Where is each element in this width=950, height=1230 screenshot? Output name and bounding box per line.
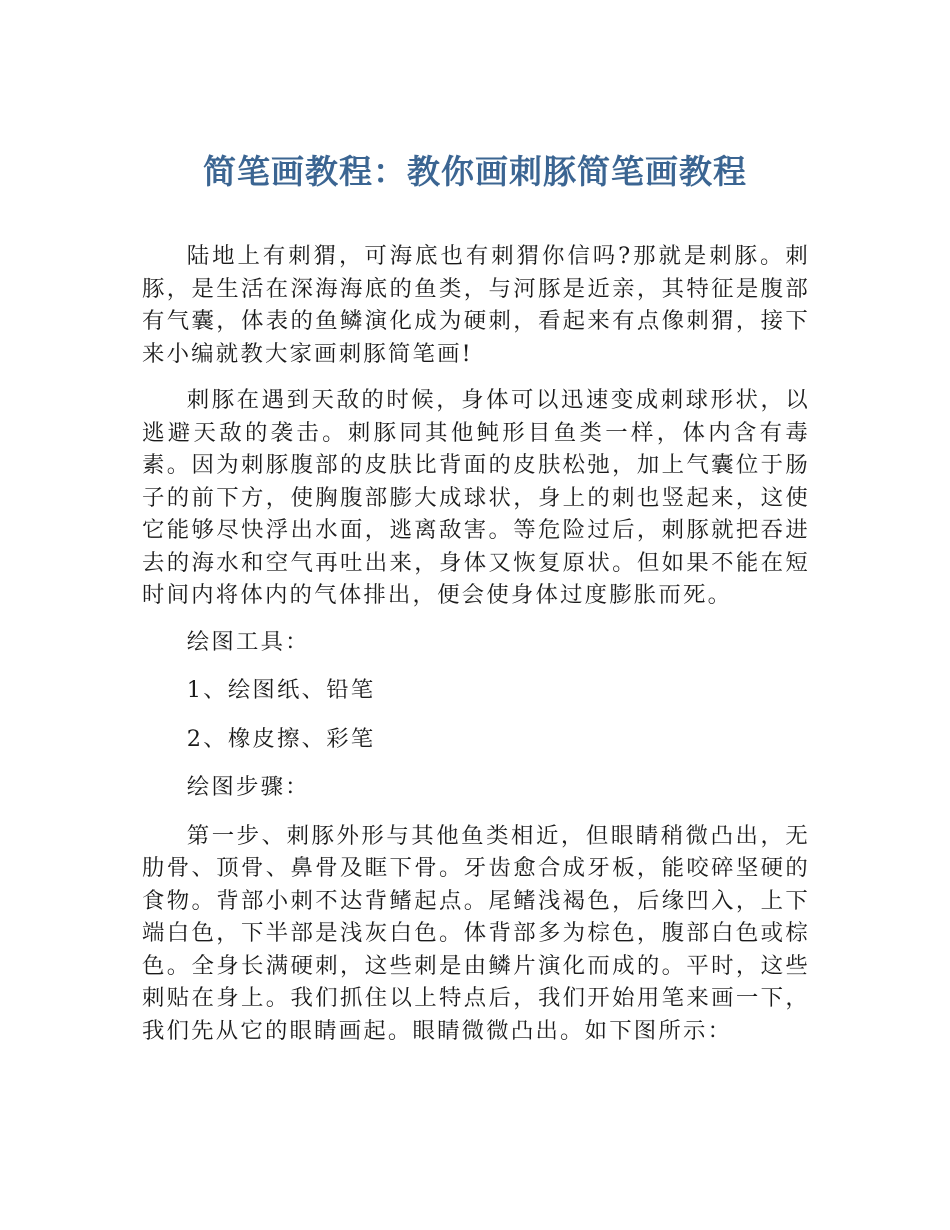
page-title: 简笔画教程：教你画刺豚简笔画教程 <box>203 152 747 191</box>
list-item-tool-1: 1、绘图纸、铅笔 <box>186 677 376 703</box>
paragraph-defense: 刺豚在遇到天敌的时候，身体可以迅速变成刺球形状，以逃避天敌的袭击。刺豚同其他鲀形目鱼类一样，体内含有毒素。因为刺豚腹部的皮肤比背面的皮肤松弛，加上气囊位于肠子的前下方，使胸腹部膨大成球状，身上的刺也竖起来，这使它能够尽快浮出水面，逃离敌害。等危险过后，刺豚就把吞进去的海水和空气再吐出来，身体又恢复原状。但如果不能在短时间内将体内的气体排出，便会使身体过度膨胀而死。 <box>142 387 810 608</box>
paragraph-intro: 陆地上有刺猬，可海底也有刺猬你信吗?那就是刺豚。刺豚，是生活在深海海底的鱼类，与河豚是近亲，其特征是腹部有气囊，体表的鱼鳞演化成为硬刺，看起来有点像刺猬，接下来小编就教大家画刺豚简笔画! <box>142 243 810 367</box>
list-item-tool-2: 2、橡皮擦、彩笔 <box>186 725 376 752</box>
paragraph-step-1: 第一步、刺豚外形与其他鱼类相近，但眼睛稍微凸出，无肋骨、顶骨、鼻骨及眶下骨。牙齿愈合成牙板，能咬碎坚硬的食物。背部小刺不达背鳍起点。尾鳍浅褐色，后缘凹入，上下端白色，下半部是浅灰白色。体背部多为棕色，腹部白色或棕色。全身长满硬刺，这些刺是由鳞片演化而成的。平时，这些刺贴在身上。我们抓住以上特点后，我们开始用笔来画一下，我们先从它的眼睛画起。眼睛微微凸出。如下图所示： <box>142 822 810 1044</box>
paragraph-tools-heading: 绘图工具： <box>186 628 310 655</box>
paragraph-steps-heading: 绘图步骤： <box>186 774 310 800</box>
document-body <box>142 240 810 1061</box>
